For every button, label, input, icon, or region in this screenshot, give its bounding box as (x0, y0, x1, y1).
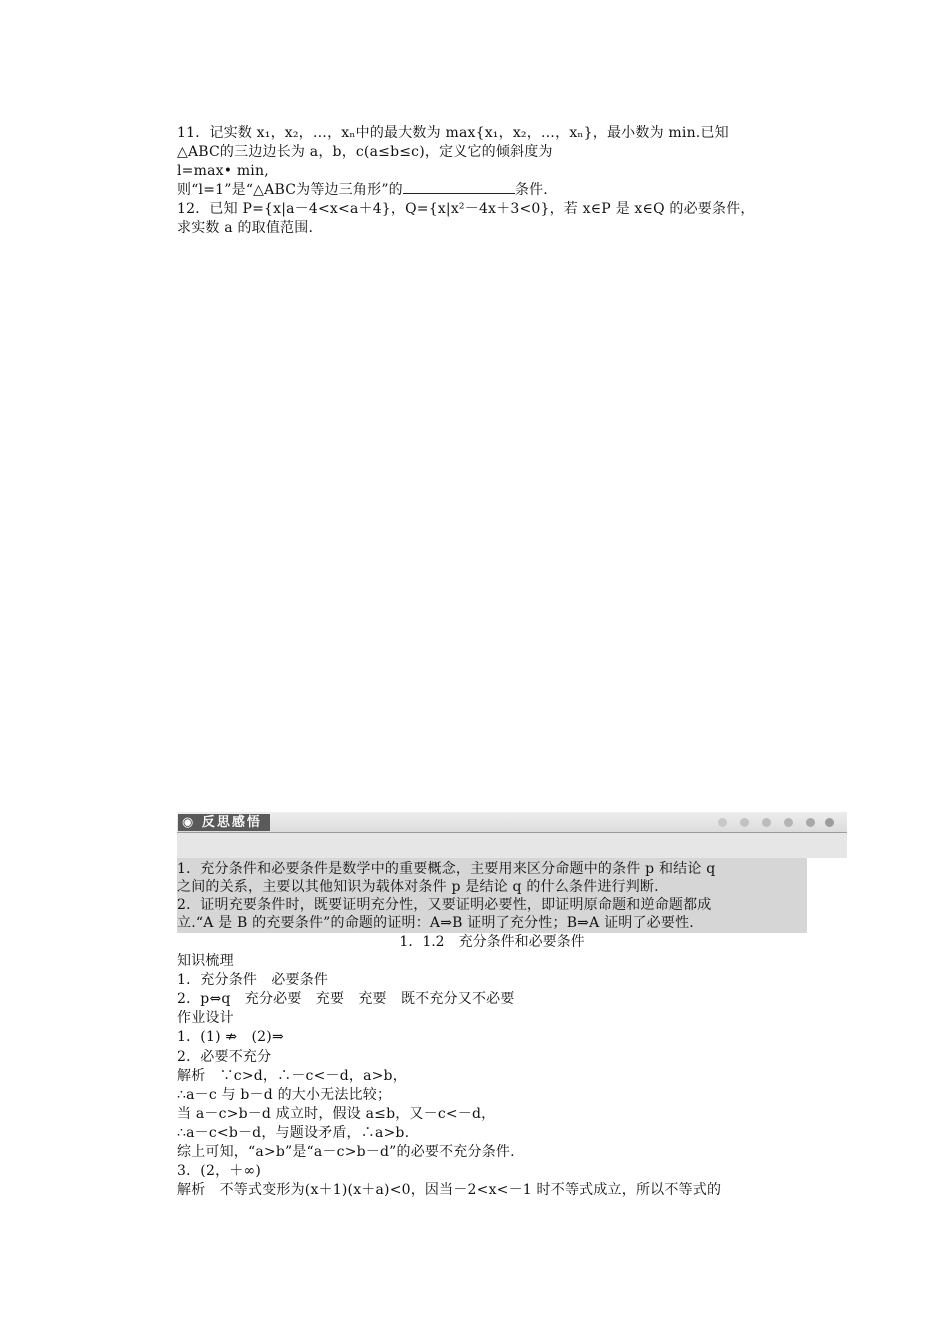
answer-line: 1．(1) ⇏ (2)⇒ (177, 1029, 284, 1045)
answer-line: 3．(2，＋∞) (177, 1163, 262, 1179)
problem-11-suffix: 条件. (514, 182, 548, 198)
problem-11-line-3: l=max• min, (177, 163, 269, 179)
reflection-heading: ◉ 反思感悟 (178, 814, 270, 831)
decor-dot-icon (784, 818, 793, 827)
reflection-line-3: 2．证明充要条件时，既要证明充分性，又要证明必要性，即证明原命题和逆命题都成 (177, 897, 712, 913)
banner-divider (177, 832, 847, 833)
decor-dot-icon (762, 818, 771, 827)
problem-11-line-1: 11．记实数 x₁，x₂，…，xₙ中的最大数为 max{x₁，x₂，…，xₙ}，最小数为 min.已知 (177, 125, 729, 141)
problem-12-line-1: 12．已知 P={x|a－4<x<a＋4}，Q={x|x²－4x＋3<0}，若 x∈P 是 x∈Q 的必要条件， (177, 201, 755, 217)
answer-line: 解析 不等式变形为(x＋1)(x＋a)<0，因当－2<x<－1 时不等式成立，所以不等式的 (177, 1182, 722, 1198)
answer-line: ∴a－c<b－d，与题设矛盾，∴a>b. (177, 1125, 410, 1141)
problem-11-line-2: △ABC的三边边长为 a，b，c(a≤b≤c)，定义它的倾斜度为 (177, 144, 553, 160)
reflection-line-1: 1．充分条件和必要条件是数学中的重要概念，主要用来区分命题中的条件 p 和结论 q (177, 861, 716, 877)
problem-12-line-2: 求实数 a 的取值范围. (177, 220, 314, 236)
reflection-line-2: 之间的关系，主要以其他知识为载体对条件 p 是结论 q 的什么条件进行判断. (177, 879, 659, 895)
reflection-banner (177, 812, 847, 858)
answer-line: 1．充分条件 必要条件 (177, 972, 329, 988)
answer-blank (403, 181, 515, 194)
decor-dot-icon (740, 818, 749, 827)
reflection-line-4: 立.“A 是 B 的充要条件”的命题的证明：A⇒B 证明了充分性；B⇒A 证明了必要性. (177, 915, 694, 931)
decor-dot-icon (806, 818, 815, 827)
problem-11-question: 则“l=1”是“△ABC为等边三角形”的 (177, 182, 403, 198)
answer-line: 知识梳理 (177, 953, 234, 969)
answer-line: 当 a－c>b－d 成立时，假设 a≤b，又－c<－d， (177, 1106, 496, 1122)
answer-line: 2．p⇔q 充分必要 充要 充要 既不充分又不必要 (177, 991, 515, 1007)
answer-line: 综上可知，“a>b”是“a－c>b－d”的必要不充分条件. (177, 1144, 515, 1160)
answer-line: 作业设计 (177, 1010, 234, 1026)
answer-line: 2．必要不充分 (177, 1049, 272, 1065)
answer-line: 解析 ∵c>d，∴－c<－d，a>b， (177, 1068, 407, 1084)
section-title: 1．1.2 充分条件和必要条件 (399, 934, 585, 950)
answer-line: ∴a－c 与 b－d 的大小无法比较； (177, 1087, 392, 1103)
decor-dot-icon (718, 818, 727, 827)
decor-dot-icon (825, 818, 834, 827)
problem-11-line-4 (177, 181, 548, 199)
